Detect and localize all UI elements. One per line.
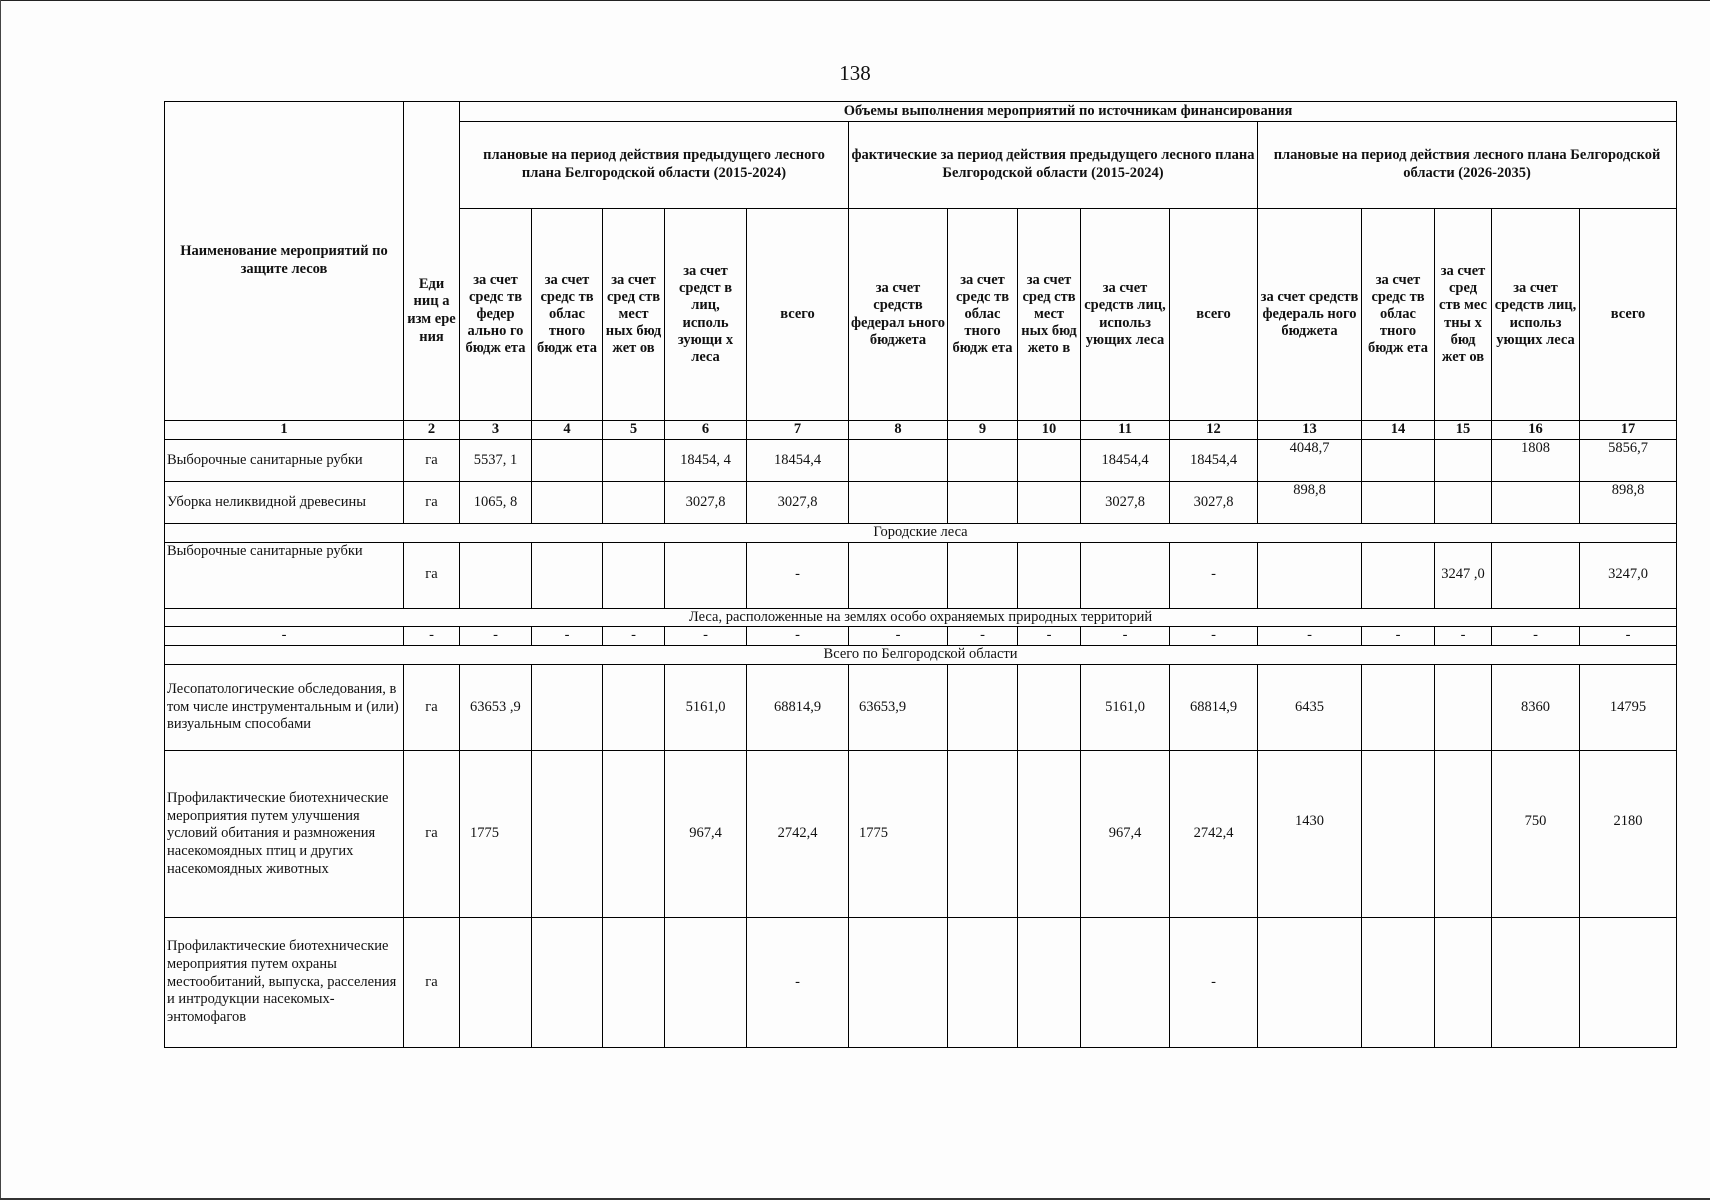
scan-edge-left [0, 0, 1, 1200]
cell-value: 898,8 [1580, 482, 1677, 524]
table-row [165, 482, 1677, 524]
table-row [165, 665, 1677, 751]
cell-value [532, 440, 603, 482]
cell-value [532, 918, 603, 1048]
header-sub: за счет средств лиц, использ ующих леса [1492, 209, 1580, 421]
cell-value: 1430 [1258, 751, 1362, 918]
cell-dash: - [603, 627, 665, 646]
cell-dash: - [948, 627, 1018, 646]
column-number: 2 [404, 421, 460, 440]
page-number: 138 [839, 61, 871, 85]
header-name-col: Наименование мероприятий по защите лесов [165, 102, 404, 421]
cell-value [1018, 440, 1081, 482]
cell-dash: - [404, 627, 460, 646]
cell-dash: - [165, 627, 404, 646]
cell-dash: - [1362, 627, 1435, 646]
table-row [165, 440, 1677, 482]
header-sub: за счет сред ств мест ных бюд жето в [1018, 209, 1081, 421]
table-row [165, 751, 1677, 918]
section-protected-areas: Леса, расположенные на землях особо охраняемых природных территорий [165, 608, 1677, 627]
cell-value [1081, 918, 1170, 1048]
cell-value [1018, 918, 1081, 1048]
table-row [165, 627, 1677, 646]
cell-value: - [1170, 542, 1258, 608]
cell-unit: га [404, 440, 460, 482]
cell-dash: - [1492, 627, 1580, 646]
cell-value: 3027,8 [1081, 482, 1170, 524]
cell-value [849, 482, 948, 524]
column-number: 12 [1170, 421, 1258, 440]
table-row [165, 542, 1677, 608]
column-number: 16 [1492, 421, 1580, 440]
cell-unit: га [404, 918, 460, 1048]
cell-value: 3247 ,0 [1435, 542, 1492, 608]
cell-value [948, 751, 1018, 918]
cell-value: 3027,8 [665, 482, 747, 524]
cell-value: 5161,0 [1081, 665, 1170, 751]
cell-value: 3247,0 [1580, 542, 1677, 608]
row-name: Уборка неликвидной древесины [165, 482, 404, 524]
column-number: 13 [1258, 421, 1362, 440]
cell-value [603, 482, 665, 524]
cell-value [1018, 482, 1081, 524]
cell-dash: - [1018, 627, 1081, 646]
header-sub: за счет средств лиц, использ ующих леса [1081, 209, 1170, 421]
cell-value [1435, 918, 1492, 1048]
cell-unit: га [404, 542, 460, 608]
cell-value [532, 482, 603, 524]
cell-value [1018, 665, 1081, 751]
cell-value [532, 542, 603, 608]
column-number: 8 [849, 421, 948, 440]
cell-value: 63653 ,9 [460, 665, 532, 751]
cell-value: 967,4 [665, 751, 747, 918]
cell-value: 68814,9 [1170, 665, 1258, 751]
cell-value [1580, 918, 1677, 1048]
cell-value [665, 542, 747, 608]
cell-value [1081, 542, 1170, 608]
cell-value: 750 [1492, 751, 1580, 918]
cell-value: 68814,9 [747, 665, 849, 751]
cell-value [1435, 665, 1492, 751]
cell-value [1018, 542, 1081, 608]
cell-value [1435, 751, 1492, 918]
cell-value: 18454, 4 [665, 440, 747, 482]
cell-value: 18454,4 [747, 440, 849, 482]
row-name: Выборочные санитарные рубки [165, 440, 404, 482]
row-name: Профилактические биотехнические мероприятия путем улучшения условий обитания и размножения насекомоядных птиц и других насекомоядных животных [165, 751, 404, 918]
cell-value [1258, 542, 1362, 608]
cell-value [948, 440, 1018, 482]
header-sub: за счет сред ств мест ных бюд жет ов [603, 209, 665, 421]
cell-value [1362, 542, 1435, 608]
cell-value: - [747, 918, 849, 1048]
row-name: Лесопатологические обследования, в том числе инструментальным и (или) визуальным способами [165, 665, 404, 751]
cell-value: 18454,4 [1081, 440, 1170, 482]
column-number: 5 [603, 421, 665, 440]
row-name: Выборочные санитарные рубки [165, 542, 404, 608]
cell-value [532, 751, 603, 918]
cell-value [849, 542, 948, 608]
cell-value: 1775 [849, 751, 948, 918]
cell-dash: - [1081, 627, 1170, 646]
header-volumes-title: Объемы выполнения мероприятий по источникам финансирования [460, 102, 1677, 122]
cell-value [1492, 542, 1580, 608]
cell-value: 14795 [1580, 665, 1677, 751]
scan-edge-top [0, 0, 1710, 1]
cell-value: 898,8 [1258, 482, 1362, 524]
cell-value: 1065, 8 [460, 482, 532, 524]
cell-value [1492, 918, 1580, 1048]
cell-value [603, 542, 665, 608]
column-number: 17 [1580, 421, 1677, 440]
cell-value [1492, 482, 1580, 524]
column-number: 10 [1018, 421, 1081, 440]
header-sub: за счет средс тв облас тного бюдж ета [1362, 209, 1435, 421]
header-sub: всего [747, 209, 849, 421]
header-sub: за счет средс тв облас тного бюдж ета [948, 209, 1018, 421]
cell-value [603, 918, 665, 1048]
cell-value [1435, 482, 1492, 524]
column-number: 15 [1435, 421, 1492, 440]
cell-value: 3027,8 [1170, 482, 1258, 524]
cell-dash: - [532, 627, 603, 646]
column-number: 7 [747, 421, 849, 440]
header-unit-col: Еди ниц а изм ере ния [404, 102, 460, 421]
cell-unit: га [404, 751, 460, 918]
cell-dash: - [1435, 627, 1492, 646]
cell-value: 967,4 [1081, 751, 1170, 918]
cell-value [1362, 918, 1435, 1048]
cell-value [1362, 665, 1435, 751]
cell-value: 8360 [1492, 665, 1580, 751]
header-sub: за счет средс тв облас тного бюдж ета [532, 209, 603, 421]
cell-value [1362, 751, 1435, 918]
header-sub: за счет средств федераль ного бюджета [1258, 209, 1362, 421]
cell-value [665, 918, 747, 1048]
column-number: 6 [665, 421, 747, 440]
cell-value [532, 665, 603, 751]
cell-dash: - [849, 627, 948, 646]
cell-value [849, 918, 948, 1048]
cell-value [1018, 751, 1081, 918]
column-number: 14 [1362, 421, 1435, 440]
column-number-row [165, 421, 1677, 440]
cell-value [948, 542, 1018, 608]
cell-unit: га [404, 665, 460, 751]
section-total-region: Всего по Белгородской области [165, 646, 1677, 665]
cell-value [603, 665, 665, 751]
table-row [165, 918, 1677, 1048]
cell-value [460, 542, 532, 608]
header-sub: за счет средст в лиц, исполь зующи х леса [665, 209, 747, 421]
cell-value: 3027,8 [747, 482, 849, 524]
cell-dash: - [460, 627, 532, 646]
cell-value: - [747, 542, 849, 608]
cell-dash: - [665, 627, 747, 646]
cell-unit: га [404, 482, 460, 524]
column-number: 4 [532, 421, 603, 440]
cell-dash: - [1170, 627, 1258, 646]
header-sub: всего [1170, 209, 1258, 421]
cell-value [849, 440, 948, 482]
cell-value: 18454,4 [1170, 440, 1258, 482]
column-number: 9 [948, 421, 1018, 440]
header-sub: за счет средств федерал ьного бюджета [849, 209, 948, 421]
cell-value: 2742,4 [747, 751, 849, 918]
cell-value [1362, 440, 1435, 482]
cell-dash: - [747, 627, 849, 646]
cell-value: 1775 [460, 751, 532, 918]
section-city-forests: Городские леса [165, 524, 1677, 543]
header-sub: за счет сред ств мес тны х бюд жет ов [1435, 209, 1492, 421]
header-group-planned-prev: плановые на период действия предыдущего лесного плана Белгородской области (2015-2024) [460, 122, 849, 209]
cell-value: 6435 [1258, 665, 1362, 751]
cell-value: 5856,7 [1580, 440, 1677, 482]
cell-value: 2180 [1580, 751, 1677, 918]
cell-value: 5161,0 [665, 665, 747, 751]
cell-value [603, 440, 665, 482]
cell-value [948, 918, 1018, 1048]
cell-value [1362, 482, 1435, 524]
header-group-planned-next: плановые на период действия лесного плана Белгородской области (2026-2035) [1258, 122, 1677, 209]
cell-value [1435, 440, 1492, 482]
cell-dash: - [1258, 627, 1362, 646]
cell-value: 2742,4 [1170, 751, 1258, 918]
cell-dash: - [1580, 627, 1677, 646]
column-number: 3 [460, 421, 532, 440]
cell-value [603, 751, 665, 918]
header-sub: за счет средс тв федер ально го бюдж ета [460, 209, 532, 421]
column-number: 1 [165, 421, 404, 440]
header-sub: всего [1580, 209, 1677, 421]
cell-value: 63653,9 [849, 665, 948, 751]
header-group-actual-prev: фактические за период действия предыдущего лесного плана Белгородской области (2015-2024) [849, 122, 1258, 209]
cell-value: 4048,7 [1258, 440, 1362, 482]
cell-value [948, 482, 1018, 524]
protection-measures-table [164, 101, 1677, 1048]
cell-value [948, 665, 1018, 751]
cell-value: 5537, 1 [460, 440, 532, 482]
cell-value: - [1170, 918, 1258, 1048]
row-name: Профилактические биотехнические мероприятия путем охраны местообитаний, выпуска, расселения и интродукции насекомых-энтомофагов [165, 918, 404, 1048]
cell-value [460, 918, 532, 1048]
cell-value [1258, 918, 1362, 1048]
cell-value: 1808 [1492, 440, 1580, 482]
column-number: 11 [1081, 421, 1170, 440]
